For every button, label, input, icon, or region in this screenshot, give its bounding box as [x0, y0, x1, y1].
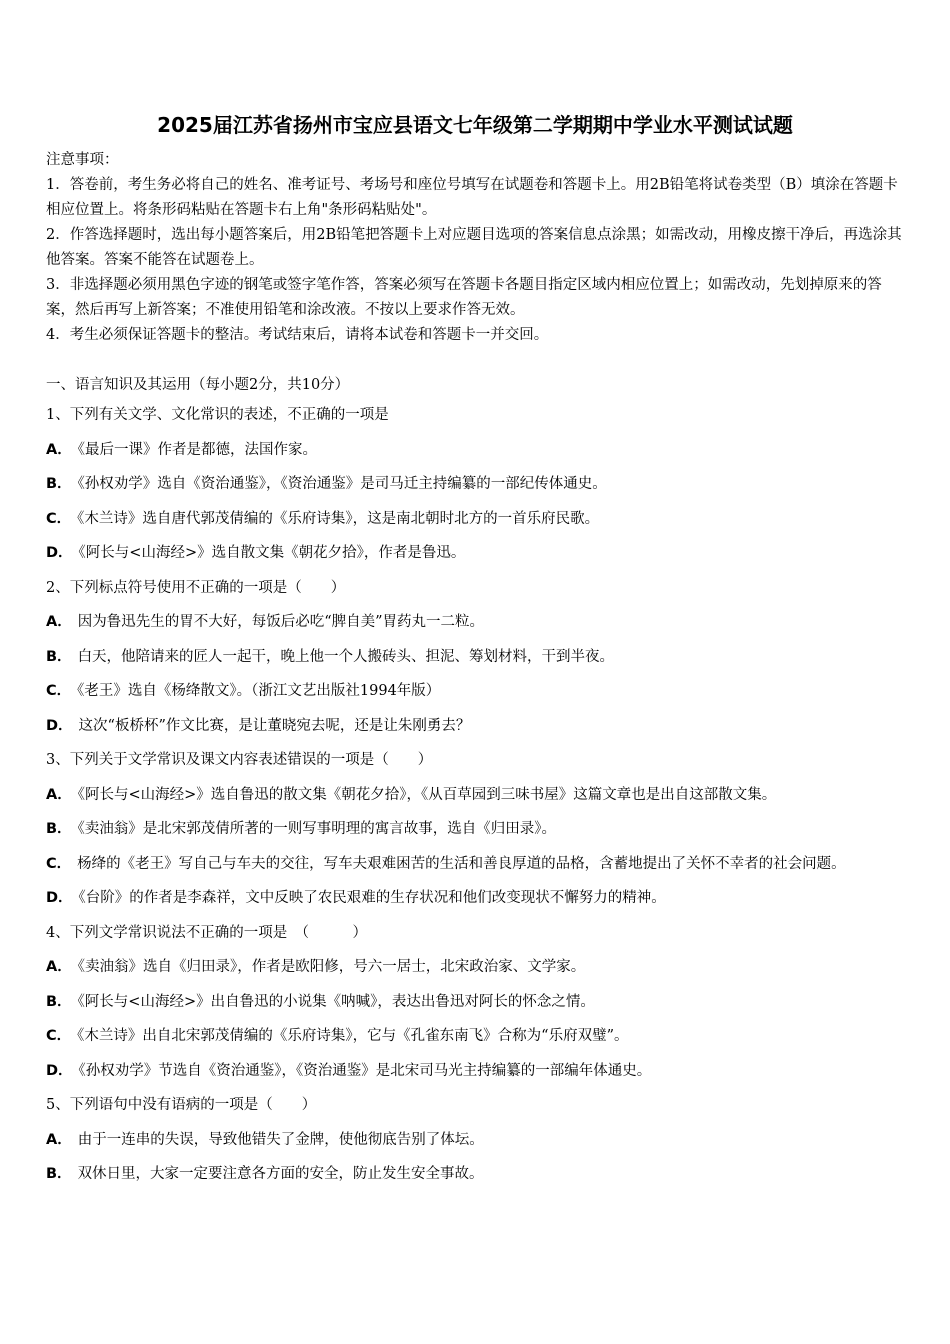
option-text: 由于一连串的失误，导致他错失了金牌，使他彻底告别了体坛。: [77, 1131, 484, 1148]
option-c: [46, 674, 908, 709]
option-text: 《孙权劝学》节选自《资治通鉴》，《资治通鉴》是北宋司马光主持编纂的一部编年体通史。: [78, 1062, 652, 1079]
option-letter: C．: [46, 683, 72, 699]
notice-block: [46, 148, 906, 348]
option-letter: C．: [46, 1028, 72, 1044]
option-letter: A．: [46, 614, 72, 630]
option-c: [46, 502, 908, 537]
question-stem: 1、下列有关文学、文化常识的表述，不正确的一项是: [46, 407, 389, 423]
option-text: 《卖油翁》是北宋郭茂倩所著的一则写事明理的寓言故事，选自《归田录》。: [77, 821, 557, 837]
option-a: [46, 778, 908, 813]
option-a: [46, 433, 908, 468]
option-c: [46, 847, 908, 882]
option-letter: C．: [46, 510, 72, 527]
option-text: 《台阶》的作者是李森祥，文中反映了农民艰难的生存状况和他们改变现状不懈努力的精神。: [78, 890, 666, 906]
option-letter: D．: [46, 890, 73, 906]
option-text: 杨绛的《老王》写自己与车夫的交往，写车夫艰难困苦的生活和善良厚道的品格，含蓄地提出了关怀不幸者的社会问题。: [77, 855, 846, 872]
question-stem: 4、下列文学常识说法不正确的一项是 （ ）: [46, 924, 367, 941]
notice-item: 3．非选择题必须用黑色字迹的钢笔或签字笔作答，答案必须写在答题卡各题目指定区域内相应位置上；如需改动，先划掉原来的答案，然后再写上新答案；不准使用铅笔和涂改液。不按以上要求作答无效。: [46, 277, 882, 318]
question-stem: 2、下列标点符号使用不正确的一项是（ ）: [46, 579, 346, 596]
page-title: 2025届江苏省扬州市宝应县语文七年级第二学期期中学业水平测试试题: [157, 113, 793, 137]
option-text: 《孙权劝学》选自《资治通鉴》，《资治通鉴》是司马迁主持编纂的一部纪传体通史。: [77, 476, 607, 492]
option-d: [46, 1054, 908, 1089]
option-letter: B．: [46, 1166, 72, 1182]
option-letter: C．: [46, 855, 72, 872]
option-letter: A．: [46, 959, 72, 975]
option-letter: D．: [46, 545, 73, 561]
option-text: 因为鲁迅先生的胃不大好，每饭后必吃“脾自美”胃药丸一二粒。: [77, 614, 485, 630]
question-1: [46, 398, 908, 571]
option-c: [46, 1019, 908, 1054]
section-heading: 一、语言知识及其运用（每小题2分，共10分）: [46, 377, 350, 393]
option-b: [46, 985, 908, 1020]
option-b: [46, 812, 908, 847]
option-text: 《木兰诗》出自北宋郭茂倩编的《乐府诗集》，它与《孔雀东南飞》合称为“乐府双璧”。: [77, 1028, 629, 1044]
option-text: 《卖油翁》选自《归田录》，作者是欧阳修，号六一居士，北宋政治家、文学家。: [77, 959, 586, 975]
option-b: [46, 640, 908, 675]
option-d: [46, 881, 908, 916]
option-letter: B．: [46, 476, 72, 492]
option-text: 《木兰诗》选自唐代郭茂倩编的《乐府诗集》，这是南北朝时北方的一首乐府民歌。: [77, 510, 600, 527]
option-d: [46, 536, 908, 571]
option-text: 这次“板桥杯”作文比赛，是让董晓宛去呢，还是让朱刚勇去？: [78, 717, 471, 734]
question-list: [46, 398, 908, 1192]
option-letter: A．: [46, 1131, 72, 1148]
option-a: [46, 1123, 908, 1158]
option-d: [46, 709, 908, 744]
option-letter: B．: [46, 648, 72, 665]
notice-item: 2．作答选择题时，选出每小题答案后，用2B铅笔把答题卡上对应题目选项的答案信息点涂黑；如需改动，用橡皮擦干净后，再选涂其他答案。答案不能答在试题卷上。: [46, 227, 902, 268]
notice-heading: 注意事项：: [46, 152, 119, 168]
option-text: 白天，他陪请来的匠人一起干，晚上他一个人搬砖头、担泥、筹划材料，干到半夜。: [77, 648, 615, 665]
question-stem: 5、下列语句中没有语病的一项是（ ）: [46, 1097, 317, 1113]
option-a: [46, 605, 908, 640]
question-2: [46, 571, 908, 744]
option-letter: B．: [46, 993, 72, 1010]
option-a: [46, 950, 908, 985]
option-text: 《最后一课》作者是都德，法国作家。: [77, 441, 317, 458]
notice-item: 1．答卷前，考生务必将自己的姓名、准考证号、考场号和座位号填写在试题卷和答题卡上。用2B铅笔将试卷类型（B）填涂在答题卡相应位置上。将条形码粘贴在答题卡右上角"条形码粘贴处"。: [46, 177, 898, 218]
question-4: [46, 916, 908, 1089]
option-letter: D．: [46, 1062, 73, 1079]
option-letter: A．: [46, 786, 72, 803]
option-text: 《老王》选自《杨绛散文》。（浙江文艺出版社1994年版）: [77, 683, 441, 699]
option-text: 双休日里，大家一定要注意各方面的安全，防止发生安全事故。: [77, 1166, 484, 1182]
option-text: 《阿长与<山海经>》选自鲁迅的散文集《朝花夕拾》，《从百草园到三味书屋》这篇文章也是出自这部散文集。: [77, 786, 777, 803]
option-letter: D．: [46, 717, 73, 734]
question-stem: 3、下列关于文学常识及课文内容表述错误的一项是（ ）: [46, 752, 433, 768]
option-text: 《阿长与<山海经>》选自散文集《朝花夕拾》，作者是鲁迅。: [78, 545, 466, 561]
option-b: [46, 467, 908, 502]
notice-item: 4．考生必须保证答题卡的整洁。考试结束后，请将本试卷和答题卡一并交回。: [46, 327, 549, 343]
option-letter: A．: [46, 441, 72, 458]
question-3: [46, 743, 908, 916]
option-letter: B．: [46, 821, 72, 837]
option-b: [46, 1157, 908, 1192]
option-text: 《阿长与<山海经>》出自鲁迅的小说集《呐喊》，表达出鲁迅对阿长的怀念之情。: [77, 993, 595, 1010]
question-5: [46, 1088, 908, 1192]
